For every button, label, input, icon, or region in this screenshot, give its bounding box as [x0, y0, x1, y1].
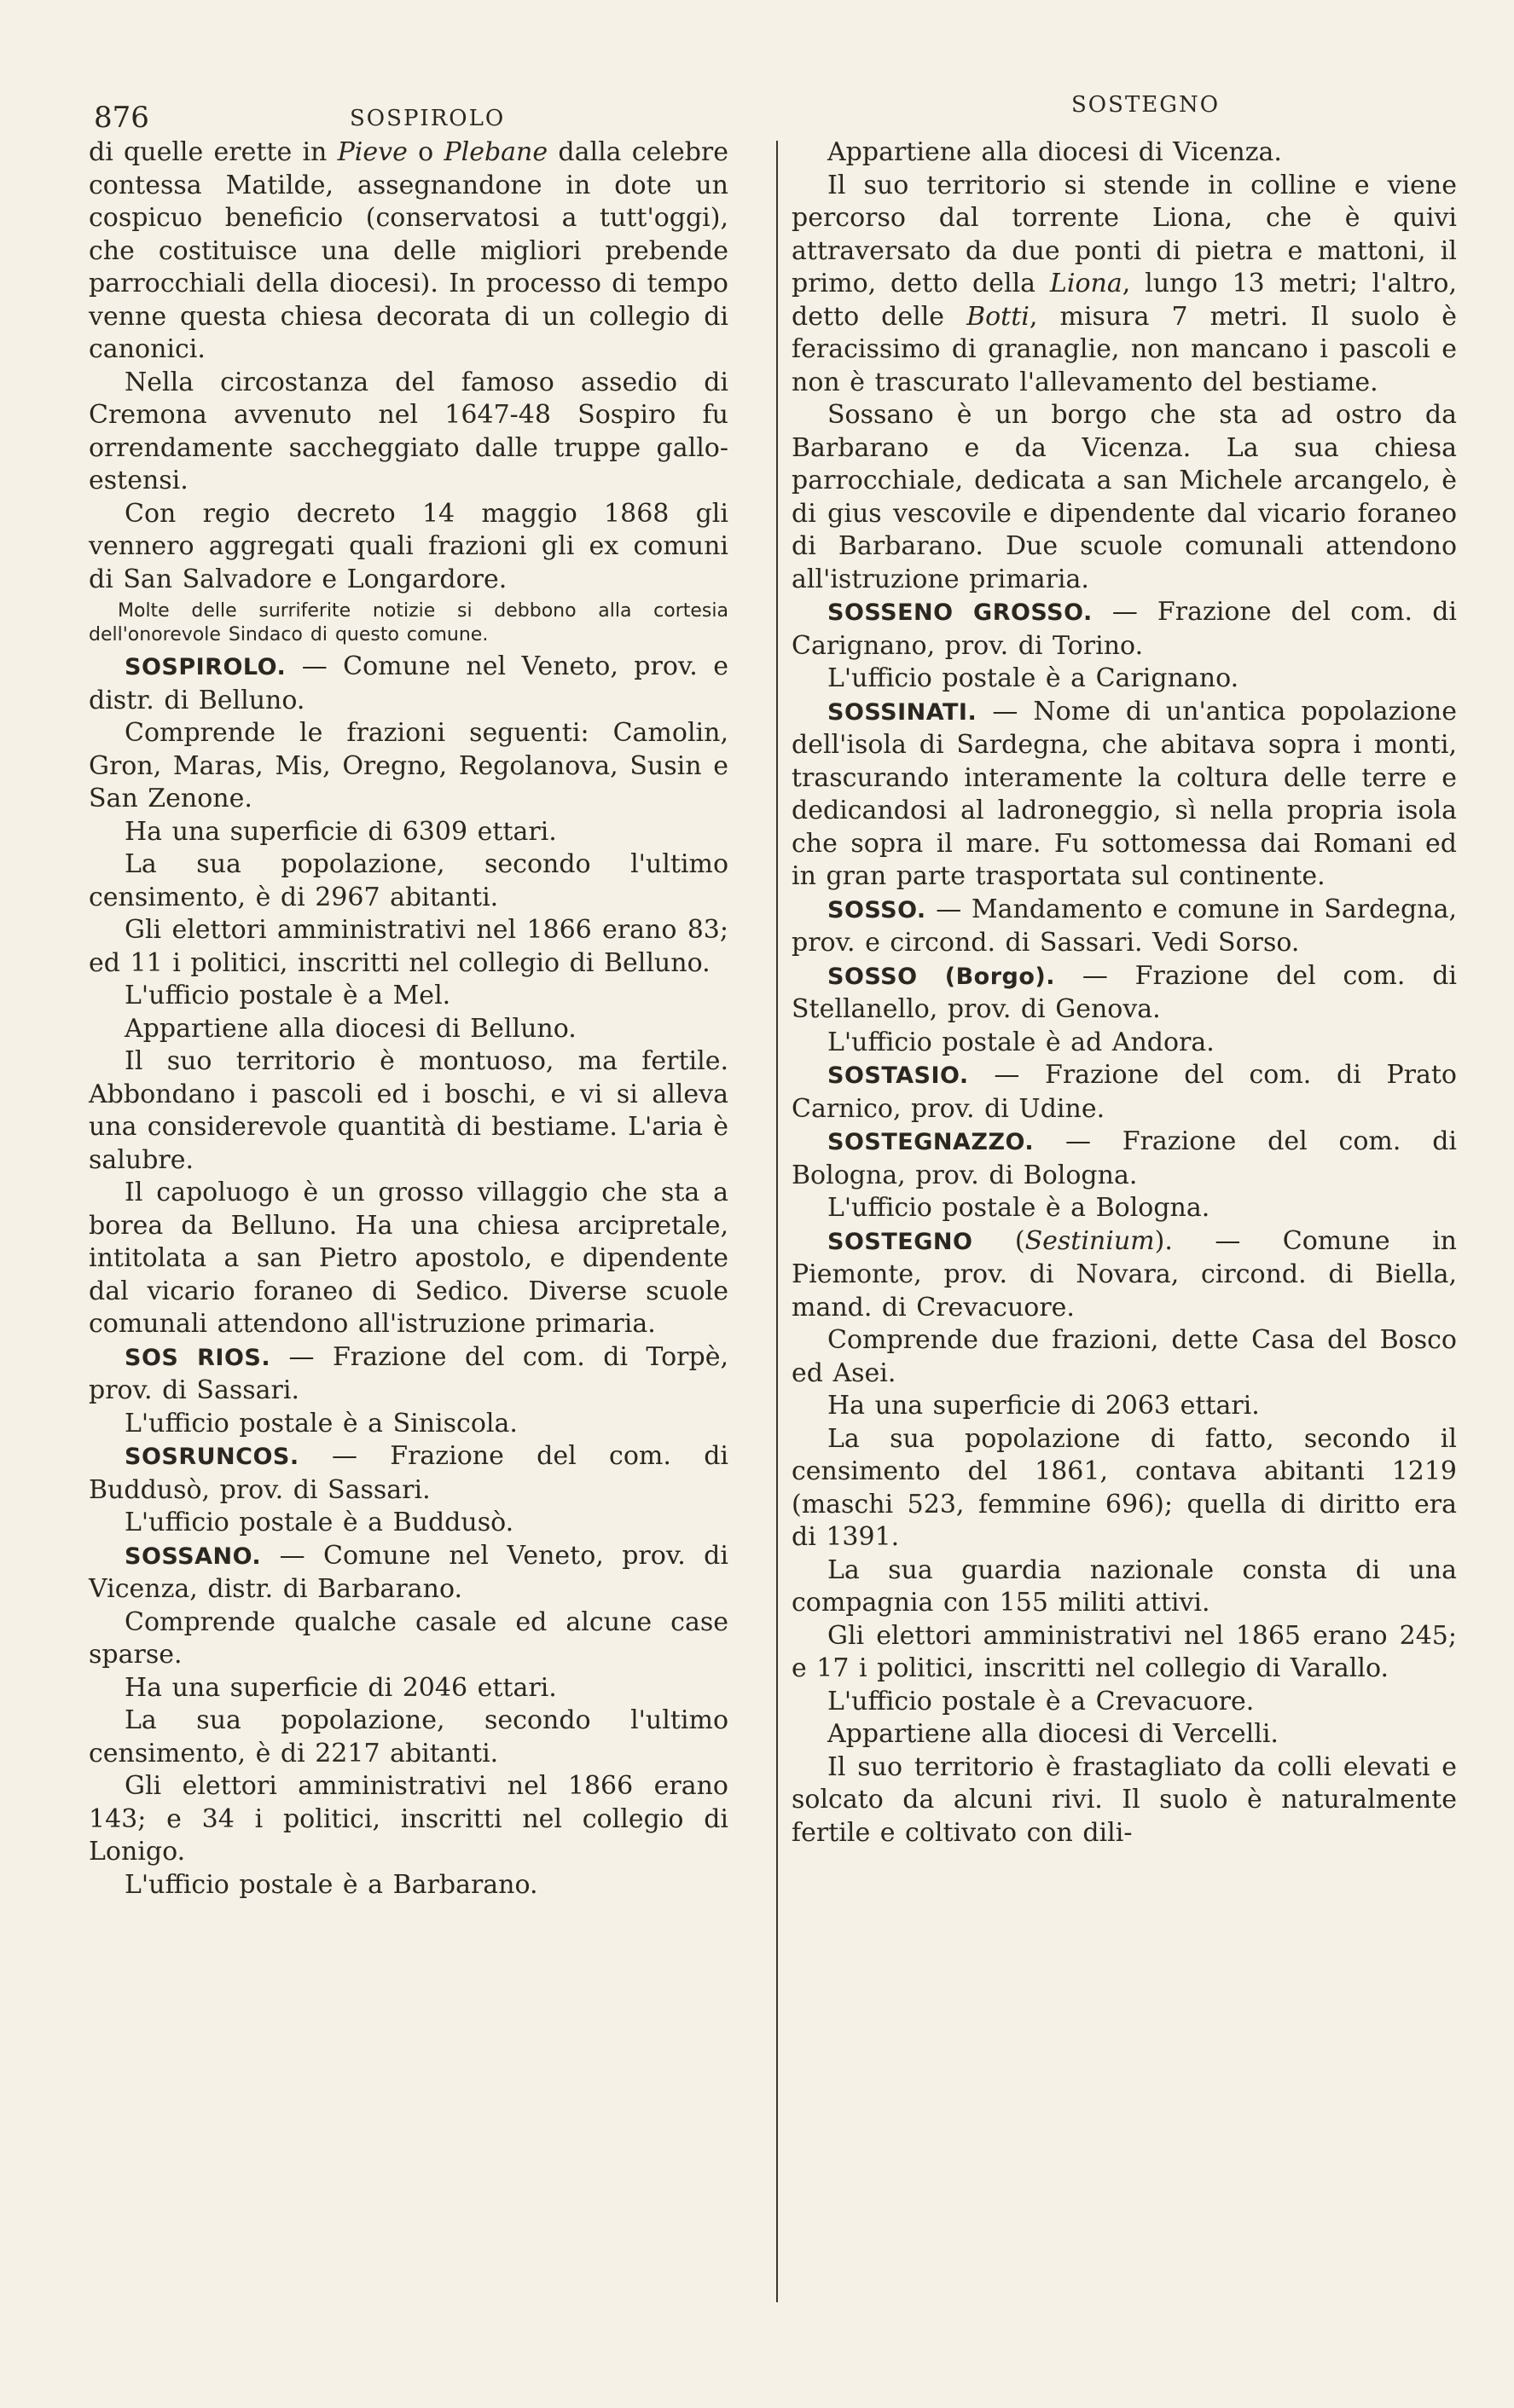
paragraph: Appartiene alla diocesi di Belluno.	[125, 1013, 577, 1044]
entry-sosso-borgo	[792, 960, 1457, 1027]
entry-term: SOSTEGNAZZO.	[827, 1129, 1035, 1155]
paragraph: L'ufficio postale è ad Andora.	[827, 1027, 1215, 1057]
entry-sosso	[792, 894, 1457, 960]
paragraph: Appartiene alla diocesi di Vicenza.	[827, 137, 1282, 167]
paragraph: Il suo territorio è montuoso, ma fertile. Abbondano i pascoli ed i boschi, e vi si alleva una considerevole quantità di bestiame. L'aria è salubre.	[89, 1046, 728, 1175]
paragraph: La sua popolazione di fatto, secondo il censimento del 1861, contava abitanti 1219 (maschi 523, femmine 696); quella di diritto era di 1391.	[792, 1423, 1457, 1552]
entry-term: SOSTASIO.	[827, 1062, 969, 1089]
entry-definition: — Frazione del com. di Torpè, prov. di Sassari.	[89, 1341, 728, 1405]
entry-definition: — Comune nel Veneto, prov. di Vicenza, distr. di Barbarano.	[89, 1540, 728, 1604]
entry-term: SOSSINATI.	[827, 698, 977, 726]
paragraph: Nella circostanza del famoso assedio di Cremona avvenuto nel 1647-48 Sospiro fu orrendamente saccheggiato dalle truppe gallo-estensi.	[89, 367, 728, 495]
italic-term: Liona	[1049, 269, 1122, 298]
column-divider	[776, 141, 778, 2302]
text-run: Il suo territorio si stende in colline e viene percorso dal torrente Liona, che è quivi attraversato da due ponti di pietra e mattoni, il primo, detto della	[792, 170, 1457, 298]
entry-sospirolo	[89, 651, 728, 717]
paragraph: L'ufficio postale è a Mel.	[125, 981, 451, 1010]
paragraph: Ha una superficie di 2063 ettari.	[827, 1391, 1260, 1421]
entry-term: SOSRUNCOS.	[125, 1444, 299, 1470]
entry-sossano	[89, 1540, 728, 1606]
entry-sos-rios	[89, 1341, 728, 1408]
latin-name: Sestinium	[1024, 1225, 1155, 1256]
paragraph: Con regio decreto 14 maggio 1868 gli vennero aggregati quali frazioni gli ex comuni di San Salvadore e Longardore.	[89, 498, 728, 594]
paragraph: Gli elettori amministrativi nel 1866 erano 83; ed 11 i politici, inscritti nel collegio di Belluno.	[89, 915, 728, 978]
entry-sosruncos	[89, 1440, 728, 1507]
running-head-left: SOSPIROLO	[350, 106, 506, 131]
entry-sostasio	[792, 1059, 1457, 1126]
footnote: Molte delle surriferite notizie si debbono alla cortesia dell'onorevole Sindaco di questo comune.	[89, 600, 728, 645]
paragraph: L'ufficio postale è a Carignano.	[827, 663, 1239, 693]
entry-definition: — Frazione del com. di Carignano, prov. di Torino.	[792, 597, 1457, 661]
paragraph: Il capoluogo è un grosso villaggio che sta a borea da Belluno. Ha una chiesa arcipretale, intitolata a san Pietro apostolo, e dipendente dal vicario foraneo di Sedico. Diverse scuole comunali attendono all'istruzione primaria.	[89, 1178, 728, 1339]
entry-definition: — Frazione del com. di Stellanello, prov. di Genova.	[792, 960, 1457, 1024]
paragraph: L'ufficio postale è a Siniscola.	[125, 1408, 518, 1438]
running-head-right: SOSTEGNO	[1071, 92, 1221, 118]
paragraph: L'ufficio postale è a Barbarano.	[125, 1869, 538, 1900]
entry-term: SOSSO.	[827, 896, 926, 923]
paragraph: Gli elettori amministrativi nel 1866 erano 143; e 34 i politici, inscritti nel collegio di Lonigo.	[89, 1771, 728, 1867]
paragraph: Ha una superficie di 6309 ettari.	[125, 816, 557, 847]
entry-term: SOSSANO.	[125, 1543, 262, 1570]
italic-term: Pieve	[337, 137, 408, 167]
entry-term: SOSSENO GROSSO.	[827, 599, 1093, 626]
italic-term: Plebane	[444, 137, 548, 167]
entry-definition: — Comune in Piemonte, prov. di Novara, circond. di Biella, mand. di Crevacuore.	[792, 1225, 1457, 1323]
entry-definition: — Comune nel Veneto, prov. e distr. di Belluno.	[89, 651, 728, 715]
entry-term: SOSPIROLO.	[125, 654, 287, 680]
paragraph: Appartiene alla diocesi di Vercelli.	[827, 1719, 1279, 1749]
text-run: di quelle erette in	[89, 137, 338, 167]
paragraph: Ha una superficie di 2046 ettari.	[125, 1672, 557, 1703]
paragraph: Sossano è un borgo che sta ad ostro da Barbarano e da Vicenza. La sua chiesa parrocchiale, dedicata a san Michele arcangelo, è di gius vescovile e dipendente dal vicario foraneo di Barbarano. Due scuole comunali attendono all'istruzione primaria.	[792, 400, 1457, 594]
paragraph: La sua popolazione, secondo l'ultimo censimento, è di 2217 abitanti.	[89, 1705, 728, 1768]
entry-sostegnazzo	[792, 1126, 1457, 1192]
page-number: 876	[94, 101, 149, 135]
italic-term: Botti	[966, 301, 1030, 332]
paragraph: Gli elettori amministrativi nel 1865 erano 245; e 17 i politici, inscritti nel collegio di Varallo.	[792, 1620, 1457, 1683]
entry-sosseno-grosso	[792, 596, 1457, 663]
left-column	[89, 136, 728, 1902]
entry-definition: — Nome di un'antica popolazione dell'isola di Sardegna, che abitava sopra i monti, trascurando interamente la coltura delle terre e dedicandosi al ladroneggio, sì nella propria isola che sopra il mare. Fu sottomessa dai Romani ed in gran parte trasportata sul continente.	[792, 696, 1457, 891]
text-run: , misura 7 metri. Il suolo è feracissimo di granaglie, non mancano i pascoli e non è trascurato l'allevamento del bestiame.	[792, 301, 1457, 397]
entry-definition: — Mandamento e comune in Sardegna, prov. e circond. di Sassari. Vedi Sorso.	[792, 894, 1457, 958]
paragraph: L'ufficio postale è a Bologna.	[827, 1193, 1210, 1223]
paragraph: L'ufficio postale è a Buddusò.	[125, 1508, 514, 1537]
entry-definition: — Frazione del com. di Bologna, prov. di Bologna.	[792, 1126, 1457, 1190]
paragraph	[792, 170, 1457, 400]
entry-term: SOS RIOS.	[125, 1344, 271, 1371]
entry-definition: — Frazione del com. di Prato Carnico, prov. di Udine.	[792, 1060, 1457, 1124]
text-run: ).	[1154, 1225, 1173, 1256]
paragraph: La sua guardia nazionale consta di una compagnia con 155 militi attivi.	[792, 1554, 1457, 1618]
text-run: (	[972, 1225, 1025, 1256]
paragraph: Comprende le frazioni seguenti: Camolin, Gron, Maras, Mis, Oregno, Regolanova, Susin e San Zenone.	[89, 718, 728, 813]
paragraph: Comprende due frazioni, dette Casa del Bosco ed Asei.	[792, 1325, 1457, 1388]
entry-definition: — Frazione del com. di Buddusò, prov. di Sassari.	[89, 1441, 728, 1505]
entry-sostegno	[792, 1225, 1457, 1325]
paragraph: Il suo territorio è frastagliato da colli elevati e solcato da alcuni rivi. Il suolo è naturalmente fertile e coltivato con dili-	[792, 1751, 1457, 1848]
entry-sossinati	[792, 696, 1457, 894]
right-column	[792, 136, 1457, 1849]
paragraph: Comprende qualche casale ed alcune case sparse.	[89, 1606, 728, 1670]
entry-term: SOSSO (Borgo).	[827, 963, 1055, 990]
paragraph: L'ufficio postale è a Crevacuore.	[827, 1686, 1255, 1716]
text-run: o	[407, 137, 444, 167]
paragraph	[89, 136, 728, 367]
paragraph: La sua popolazione, secondo l'ultimo censimento, è di 2967 abitanti.	[89, 849, 728, 912]
text-run: dalla celebre contessa Matilde, assegnandone in dote un cospicuo beneficio (conservatosi a tutt'oggi), che costituisce una delle migliori prebende parrocchiali della diocesi). In processo di tempo venne questa chiesa decorata di un collegio di canonici.	[89, 137, 728, 364]
entry-term: SOSTEGNO	[827, 1228, 973, 1255]
text-run: , lungo 13 metri; l'altro, detto delle	[792, 269, 1457, 332]
